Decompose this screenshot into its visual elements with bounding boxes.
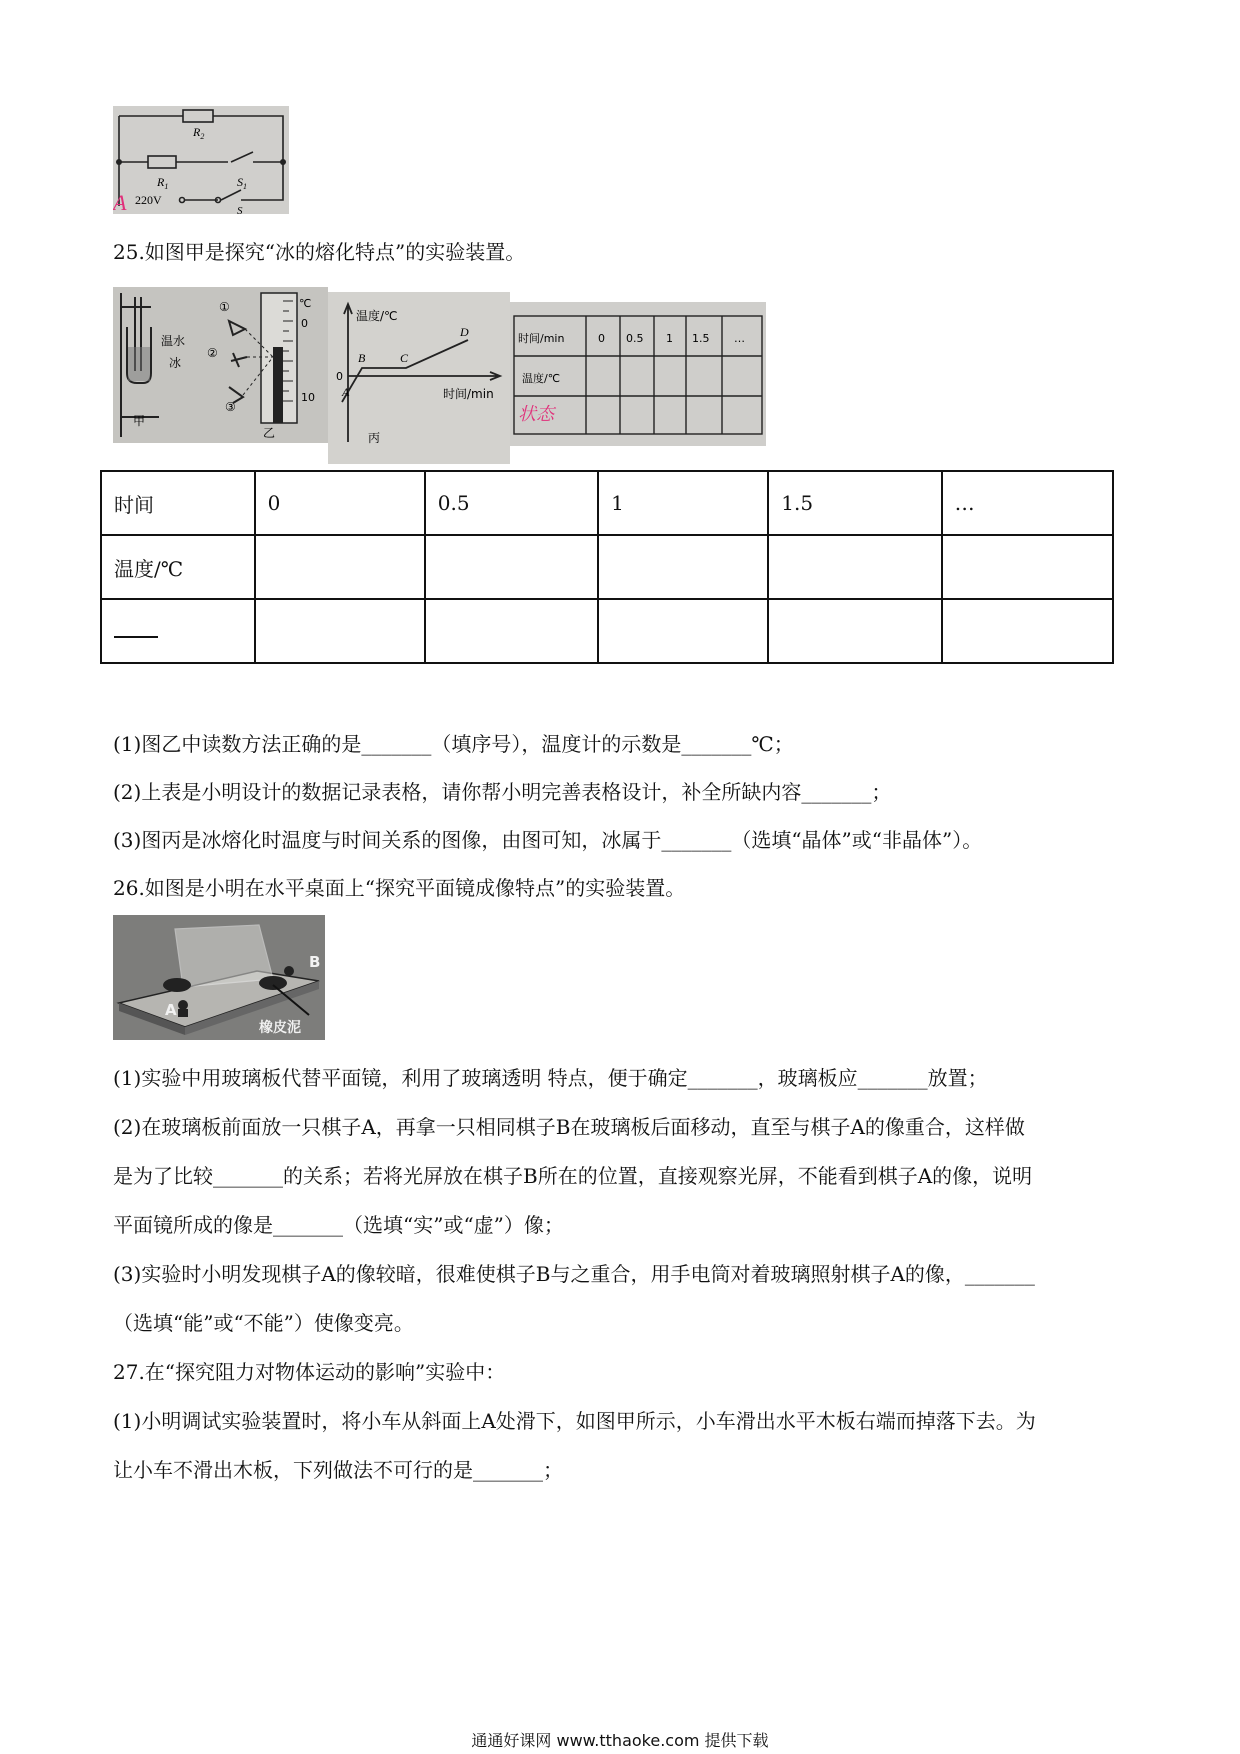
table-cell xyxy=(255,599,425,663)
q26-stem: 26.如图是小明在水平桌面上“探究平面镜成像特点”的实验装置。 xyxy=(113,876,686,900)
bing-origin: 0 xyxy=(336,370,343,383)
q26-sub2-line2: 是为了比较_______的关系；若将光屏放在棋子B所在的位置，直接观察光屏，不能看到棋子A的像，说明 xyxy=(113,1164,1033,1188)
label-a: A xyxy=(165,1001,177,1019)
bing-ylabel: 温度/℃ xyxy=(356,309,398,323)
q25-record-table xyxy=(100,470,1114,664)
pt-h3: 1 xyxy=(666,332,673,345)
table-cell xyxy=(768,599,941,663)
figure-photo-table xyxy=(510,302,766,446)
table-row xyxy=(101,471,1113,535)
page-footer: 通通好课网 www.tthaoke.com 提供下载 xyxy=(471,1731,769,1750)
bing-xlabel: 时间/min xyxy=(443,387,494,401)
jia-caption: 甲 xyxy=(133,414,146,428)
voltage-label: 220V xyxy=(135,193,162,207)
q27-sub1-line1: (1)小明调试实验装置时，将小车从斜面上A处滑下，如图甲所示，小车滑出水平木板右端而掉落下去。为 xyxy=(113,1409,1036,1433)
table-cell: 1 xyxy=(598,471,768,535)
table-cell: 0 xyxy=(255,471,425,535)
pt-h0: 时间/min xyxy=(518,332,565,345)
table-cell xyxy=(598,599,768,663)
s-label: S xyxy=(237,205,243,214)
table-cell xyxy=(598,535,768,599)
point-b: B xyxy=(358,351,366,365)
q27-stem: 27.在“探究阻力对物体运动的影响”实验中： xyxy=(113,1360,506,1384)
table-cell: 温度/℃ xyxy=(101,535,255,599)
table-cell xyxy=(768,535,941,599)
yi-caption: 乙 xyxy=(263,426,276,440)
q26-sub3-line1: (3)实验时小明发现棋子A的像较暗，很难使棋子B与之重合，用手电筒对着玻璃照射棋子A的像，_______ xyxy=(113,1262,1035,1286)
q25-stem: 25.如图甲是探究“冰的熔化特点”的实验装置。 xyxy=(113,240,526,264)
point-a: A xyxy=(342,385,350,399)
pt-row2-label: 温度/℃ xyxy=(522,372,561,385)
q26-sub1: (1)实验中用玻璃板代替平面镜，利用了玻璃透明 特点，便于确定_______，玻璃板应_______放置； xyxy=(113,1066,988,1090)
table-cell xyxy=(425,599,598,663)
bing-caption: 丙 xyxy=(368,431,381,445)
label-clay: 橡皮泥 xyxy=(259,1020,301,1036)
point-c: C xyxy=(400,351,409,365)
pt-h5: … xyxy=(734,332,745,345)
r2-label: $R_2$ xyxy=(193,125,205,141)
warm-water-label: 温水 xyxy=(161,334,186,348)
q26-sub2-line1: (2)在玻璃板前面放一只棋子A，再拿一只相同棋子B在玻璃板后面移动，直至与棋子A的像重合，这样做 xyxy=(113,1115,1025,1139)
handwritten-mark: A xyxy=(113,190,127,214)
table-cell xyxy=(942,535,1113,599)
answer-blank[interactable] xyxy=(114,622,158,638)
view-1-label: ① xyxy=(219,300,230,314)
q26-sub2-line3: 平面镜所成的像是_______（选填“实”或“虚”）像； xyxy=(113,1213,564,1237)
view-3-label: ③ xyxy=(225,400,236,414)
table-cell xyxy=(425,535,598,599)
table-cell xyxy=(942,599,1113,663)
circuit-figure xyxy=(113,106,289,214)
table-cell: 时间 xyxy=(101,471,255,535)
pt-h2: 0.5 xyxy=(626,332,644,345)
table-cell-blank[interactable] xyxy=(101,599,255,663)
table-cell: 1.5 xyxy=(768,471,941,535)
table-row xyxy=(101,535,1113,599)
table-row xyxy=(101,599,1113,663)
pt-row3-handwritten: 状态 xyxy=(518,404,554,425)
pt-h1: 0 xyxy=(598,332,605,345)
figure-jia-yi xyxy=(113,287,328,443)
view-2-label: ② xyxy=(207,346,218,360)
r1-label: $R_1$ xyxy=(157,175,169,191)
table-cell: 0.5 xyxy=(425,471,598,535)
ice-label: 冰 xyxy=(169,356,182,370)
s1-label: $S_1$ xyxy=(237,175,247,191)
q25-sub2: (2)上表是小明设计的数据记录表格，请你帮小明完善表格设计，补全所缺内容_______； xyxy=(113,780,892,804)
q26-sub3-line2: （选填“能”或“不能”）使像变亮。 xyxy=(113,1311,414,1335)
mirror-setup-figure xyxy=(113,915,325,1040)
yi-unit: ℃ xyxy=(299,297,312,310)
label-b: B xyxy=(309,953,321,971)
table-cell xyxy=(255,535,425,599)
figure-bing xyxy=(328,292,510,464)
yi-tick-0: 0 xyxy=(301,317,308,330)
q27-sub1-line2: 让小车不滑出木板，下列做法不可行的是_______； xyxy=(113,1458,563,1482)
q25-sub1: (1)图乙中读数方法正确的是_______（填序号），温度计的示数是_______℃； xyxy=(113,732,794,756)
table-cell: … xyxy=(942,471,1113,535)
q25-sub3: (3)图丙是冰熔化时温度与时间关系的图像，由图可知，冰属于_______（选填“晶体”或“非晶体”）。 xyxy=(113,828,983,852)
point-d: D xyxy=(460,325,469,339)
pt-h4: 1.5 xyxy=(692,332,710,345)
yi-tick-10: 10 xyxy=(301,391,315,404)
